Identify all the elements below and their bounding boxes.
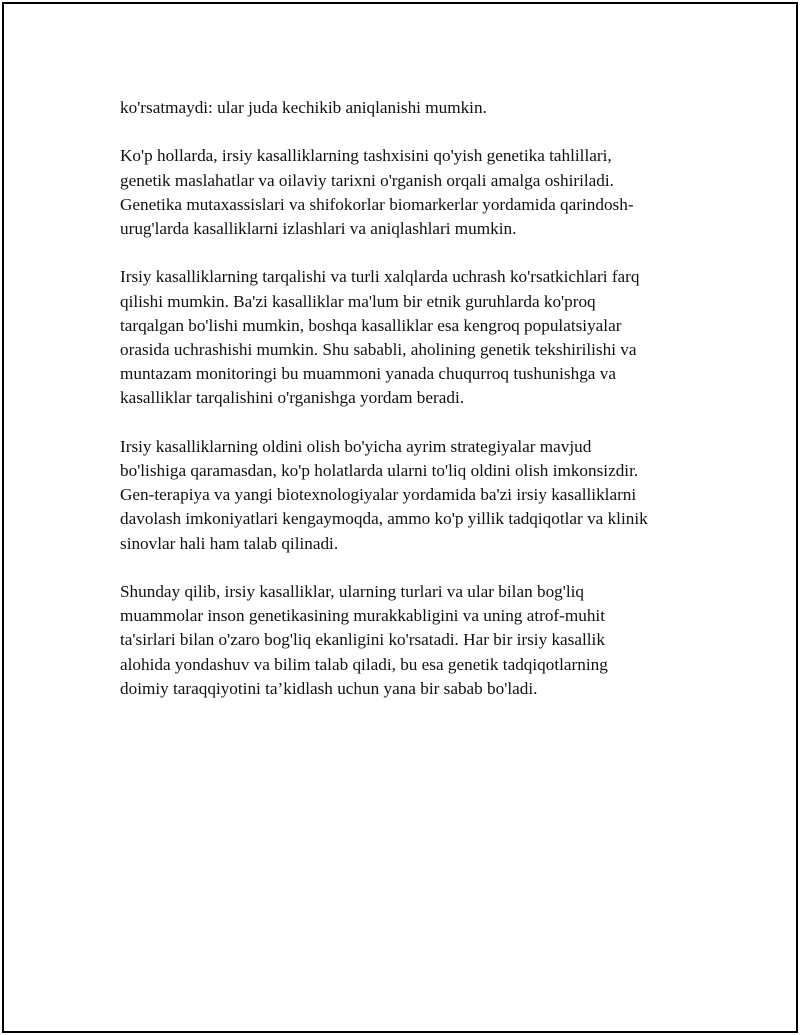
text-line: ta'sirlari bilan o'zaro bog'liq ekanligini ko'rsatadi. Har bir irsiy kasallik [120, 630, 605, 650]
paragraph-3 [120, 265, 700, 410]
text-line: davolash imkoniyatlari kengaymoqda, ammo ko'p yillik tadqiqotlar va klinik [120, 509, 648, 529]
paragraph-2 [120, 144, 700, 241]
text-line: genetik maslahatlar va oilaviy tarixni o'rganish orqali amalga oshiriladi. [120, 170, 614, 190]
text-line: Shunday qilib, irsiy kasalliklar, ularning turlari va ular bilan bog'liq [120, 582, 584, 601]
text-line: urug'larda kasalliklarni izlashlari va aniqlashlari mumkin. [120, 219, 517, 238]
text-line: Irsiy kasalliklarning tarqalishi va turli xalqlarda uchrash ko'rsatkichlari farq [120, 267, 640, 287]
text-line: bo'lishiga qaramasdan, ko'p holatlarda ularni to'liq oldini olish imkonsizdir. [120, 461, 639, 480]
text-line: Irsiy kasalliklarning oldini olish bo'yicha ayrim strategiyalar mavjud [120, 436, 592, 456]
text-line: doimiy taraqqiyotini ta’kidlash uchun yana bir sabab bo'ladi. [120, 678, 538, 698]
text-line: sinovlar hali ham talab qilinadi. [120, 533, 339, 553]
text-line: kasalliklar tarqalishini o'rganishga yordam beradi. [120, 388, 465, 408]
paragraph-4 [120, 435, 700, 556]
text-line: ko'rsatmaydi: ular juda kechikib aniqlanishi mumkin. [120, 98, 487, 117]
text-line: muntazam monitoringi bu muammoni yanada chuqurroq tushunishga va [120, 364, 616, 384]
paragraph-1 [120, 96, 700, 120]
document-page [2, 2, 798, 1033]
paragraph-5 [120, 580, 700, 701]
text-line: muammolar inson genetikasining murakkabligini va uning atrof-muhit [120, 606, 605, 626]
text-line: qilishi mumkin. Ba'zi kasalliklar ma'lum bir etnik guruhlarda ko'proq [120, 291, 596, 311]
document-body [120, 96, 700, 725]
text-line: Genetika mutaxassislari va shifokorlar biomarkerlar yordamida qarindosh- [120, 194, 634, 214]
text-line: orasida uchrashishi mumkin. Shu sababli, aholining genetik tekshirilishi va [120, 340, 637, 359]
text-line: Ko'p hollarda, irsiy kasalliklarning tashxisini qo'yish genetika tahlillari, [120, 146, 612, 166]
text-line: alohida yondashuv va bilim talab qiladi, bu esa genetik tadqiqotlarning [120, 654, 608, 674]
text-line: tarqalgan bo'lishi mumkin, boshqa kasalliklar esa kengroq populatsiyalar [120, 315, 622, 335]
text-line: Gen-terapiya va yangi biotexnologiyalar yordamida ba'zi irsiy kasalliklarni [120, 485, 637, 505]
